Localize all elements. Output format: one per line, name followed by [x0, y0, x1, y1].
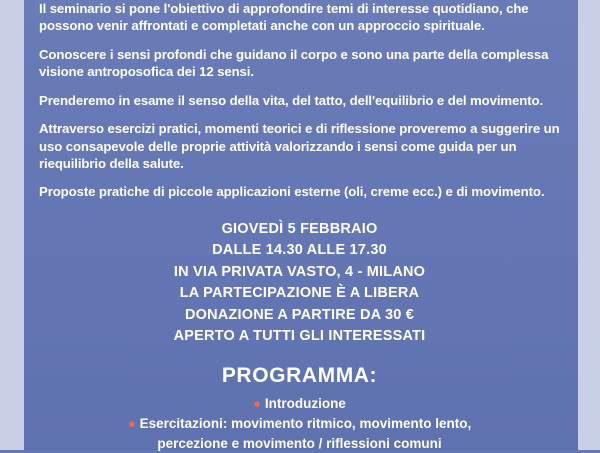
- event-address: IN VIA PRIVATA VASTO, 4 - MILANO: [173, 263, 426, 280]
- poster-content: [24, 0, 578, 450]
- description-block: [39, 0, 560, 201]
- list-item-continuation: [39, 435, 560, 453]
- event-participation-line-2: DONAZIONE A PARTIRE DA 30 €: [184, 306, 415, 323]
- list-item-label: percezione e movimento / riflessioni comuni: [157, 435, 442, 451]
- event-participation-line-1: LA PARTECIPAZIONE È A LIBERA: [179, 285, 420, 302]
- event-time: DALLE 14.30 ALLE 17.30: [212, 242, 387, 259]
- bullet-icon: ●: [127, 415, 136, 431]
- event-details-block: [39, 219, 560, 348]
- event-open-to-all: APERTO A TUTTI GLI INTERESSATI: [173, 328, 426, 345]
- list-item-label: Esercitazioni: movimento ritmico, movimento lento,: [139, 415, 472, 431]
- event-date: GIOVEDÌ 5 FEBBRAIO: [221, 220, 378, 237]
- programma-title: PROGRAMMA:: [221, 363, 378, 387]
- paragraph: Conoscere i sensi profondi che guidano il corpo e sono una parte della complessa visione antroposofica dei 12 sensi.: [39, 46, 549, 80]
- bullet-icon: ●: [253, 395, 261, 411]
- paragraph: Prenderemo in esame il senso della vita, del tatto, dell'equilibrio e del movimento.: [39, 92, 544, 108]
- paragraph: Proposte pratiche di piccole applicazioni esterne (oli, creme ecc.) e di movimento.: [39, 184, 545, 200]
- paragraph: Il seminario si pone l'obiettivo di approfondire temi di interesse quotidiano, che possono venir affrontati e completati anche con un approccio spirituale.: [39, 1, 529, 34]
- left-side-band: [0, 0, 24, 450]
- paragraph: Attraverso esercizi pratici, momenti teorici e di riflessione proveremo a suggerire un uso consapevole delle proprie attività valorizzando i sensi come guida per un riequilibrio della salute.: [39, 121, 560, 171]
- right-side-band: [578, 0, 600, 450]
- list-item: [39, 395, 560, 413]
- list-item-label: Introduzione: [264, 395, 346, 411]
- programma-list: [39, 395, 560, 453]
- list-item: [39, 415, 560, 433]
